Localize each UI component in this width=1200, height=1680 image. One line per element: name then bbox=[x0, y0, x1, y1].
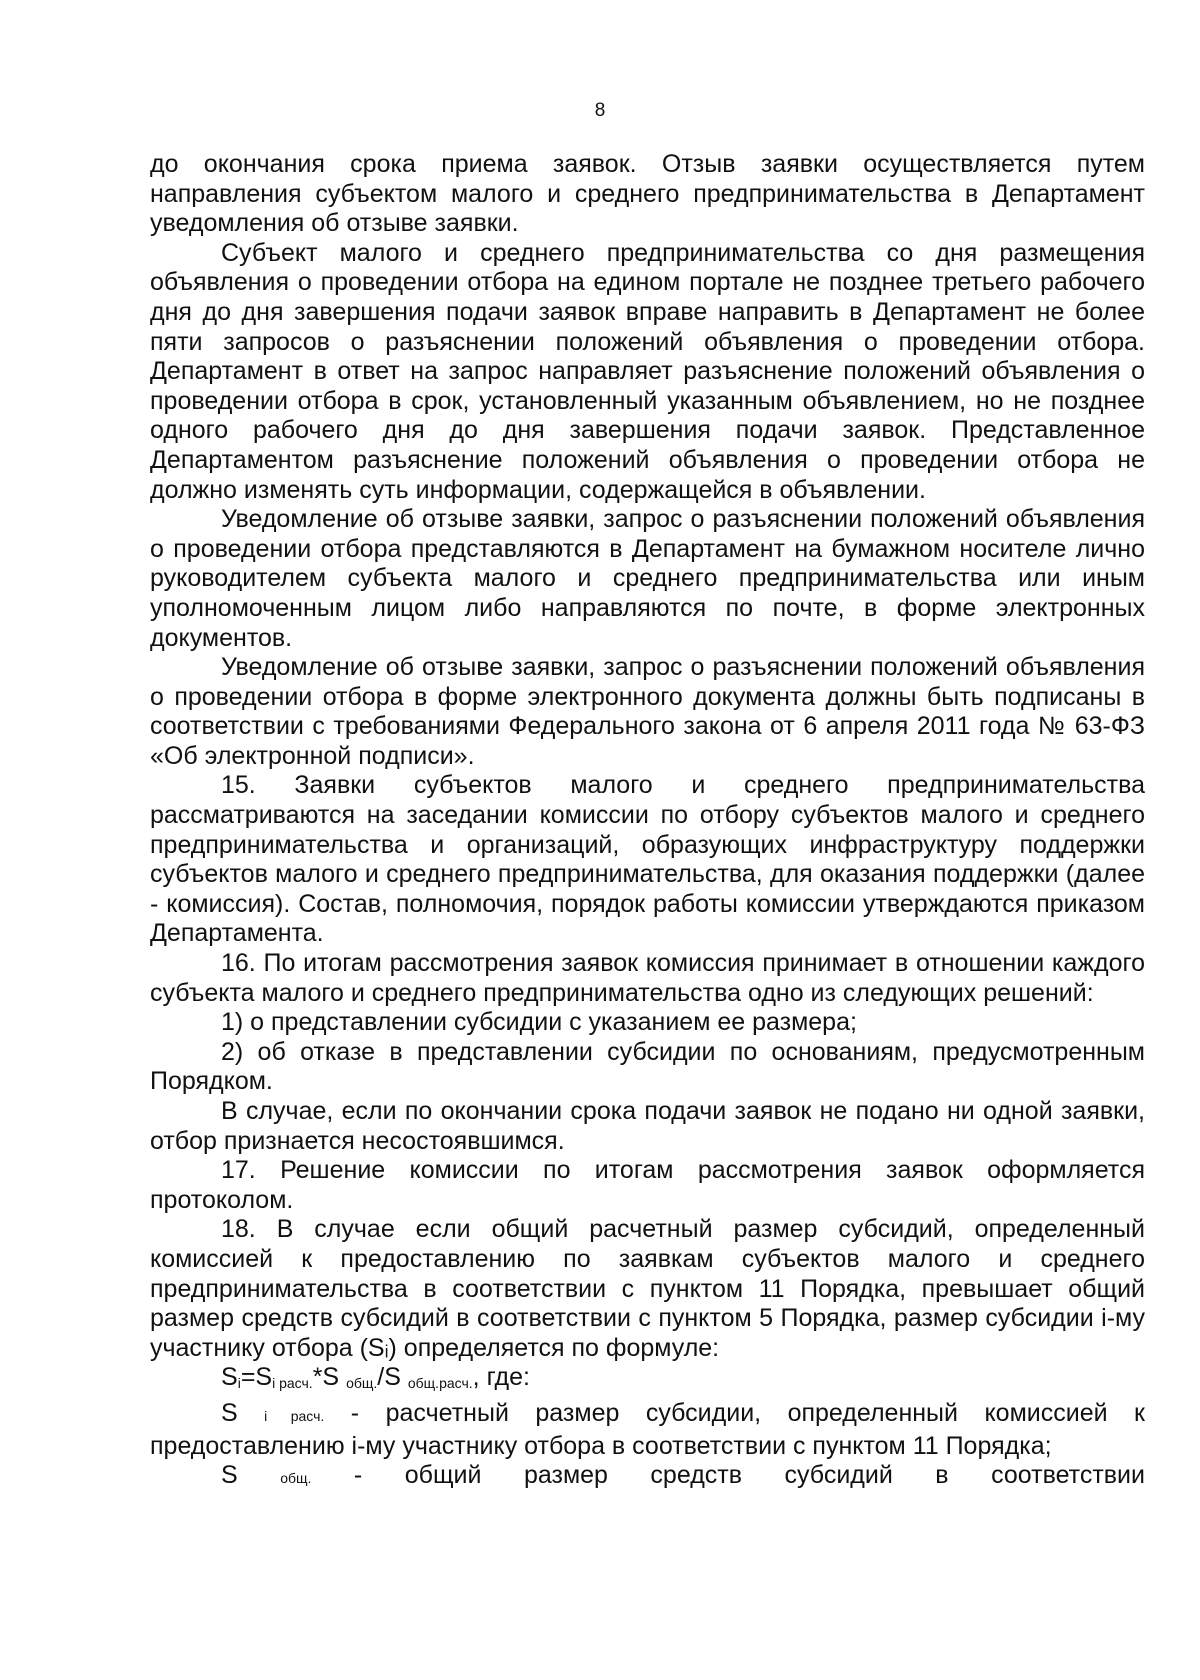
definition-si-calc-line1: S i расч. - расчетный размер субсидии, определенный комиссией к bbox=[221, 1398, 1145, 1427]
paragraph-continuation: до окончания срока приема заявок. Отзыв заявки осуществляется путем направления субъектом малого и среднего предпринимательства в Департамент уведомления об отзыве заявки. bbox=[150, 150, 1145, 238]
paragraph-failed-selection: В случае, если по окончании срока подачи заявок не подано ни одной заявки, отбор признается несостоявшимся. bbox=[150, 1097, 1145, 1155]
paragraph-submission-method: Уведомление об отзыве заявки, запрос о разъяснении положений объявления о проведении отбора представляются в Департамент на бумажном носителе лично руководителем субъекта малого и среднего предпринимательства или иным уполномоченным лицом либо направляются по почте, в форме электронных документов. bbox=[150, 505, 1145, 652]
document-body bbox=[150, 150, 1145, 1494]
paragraph-decision-1: 1) о представлении субсидии с указанием ее размера; bbox=[221, 1008, 857, 1037]
paragraph-item-18: 18. В случае если общий расчетный размер субсидий, определенный комиссией к предоставлению по заявкам субъектов малого и среднего предпринимательства в соответствии с пунктом 11 Порядка, превышает общий размер средств субсидий в соответствии с пунктом 5 Порядка, размер субсидии i-му участнику отбора (Sᵢ) определяется по формуле: bbox=[150, 1215, 1145, 1362]
paragraph-electronic-signature: Уведомление об отзыве заявки, запрос о разъяснении положений объявления о проведении отбора в форме электронного документа должны быть подписаны в соответствии с требованиями Федерального закона от 6 апреля 2011 года № 63-ФЗ «Об электронной подписи». bbox=[150, 653, 1145, 770]
paragraph-clarification-requests: Субъект малого и среднего предпринимательства со дня размещения объявления о проведении отбора на едином портале не позднее третьего рабочего дня до дня завершения подачи заявок вправе направить в Департамент не более пяти запросов о разъяснении положений объявления о проведении отбора. Департамент в ответ на запрос направляет разъяснение положений объявления о проведении отбора в срок, установленный указанным объявлением, но не позднее одного рабочего дня до дня завершения подачи заявок. Представленное Департаментом разъяснение положений объявления о проведении отбора не должно изменять суть информации, содержащейся в объявлении. bbox=[150, 238, 1145, 504]
paragraph-decision-2: 2) об отказе в представлении субсидии по основаниям, предусмотренным Порядком. bbox=[150, 1037, 1145, 1096]
subsidy-formula: $S_i=S_{i расч.}*S$ $_{общ.}$/S $_{общ.расч.}$, где: bbox=[221, 1363, 530, 1392]
page-number: 8 bbox=[594, 100, 606, 121]
paragraph-item-17: 17. Решение комиссии по итогам рассмотрения заявок оформляется протоколом. bbox=[150, 1156, 1145, 1214]
definition-si-calc-rest: предоставлению i-му участнику отбора в соответствии с пунктом 11 Порядка; bbox=[150, 1431, 1052, 1460]
paragraph-item-16: 16. По итогам рассмотрения заявок комиссия принимает в отношении каждого субъекта малого и среднего предпринимательства одно из следующих решений: bbox=[150, 949, 1145, 1007]
paragraph-item-15: 15. Заявки субъектов малого и среднего предпринимательства рассматриваются на заседании комиссии по отбору субъектов малого и среднего предпринимательства и организаций, образующих инфраструктуру поддержки субъектов малого и среднего предпринимательства, для оказания поддержки (далее - комиссия). Состав, полномочия, порядок работы комиссии утверждаются приказом Департамента. bbox=[150, 771, 1145, 948]
definition-s-total-line1: S общ. - общий размер средств субсидий в соответствии bbox=[221, 1461, 1145, 1490]
